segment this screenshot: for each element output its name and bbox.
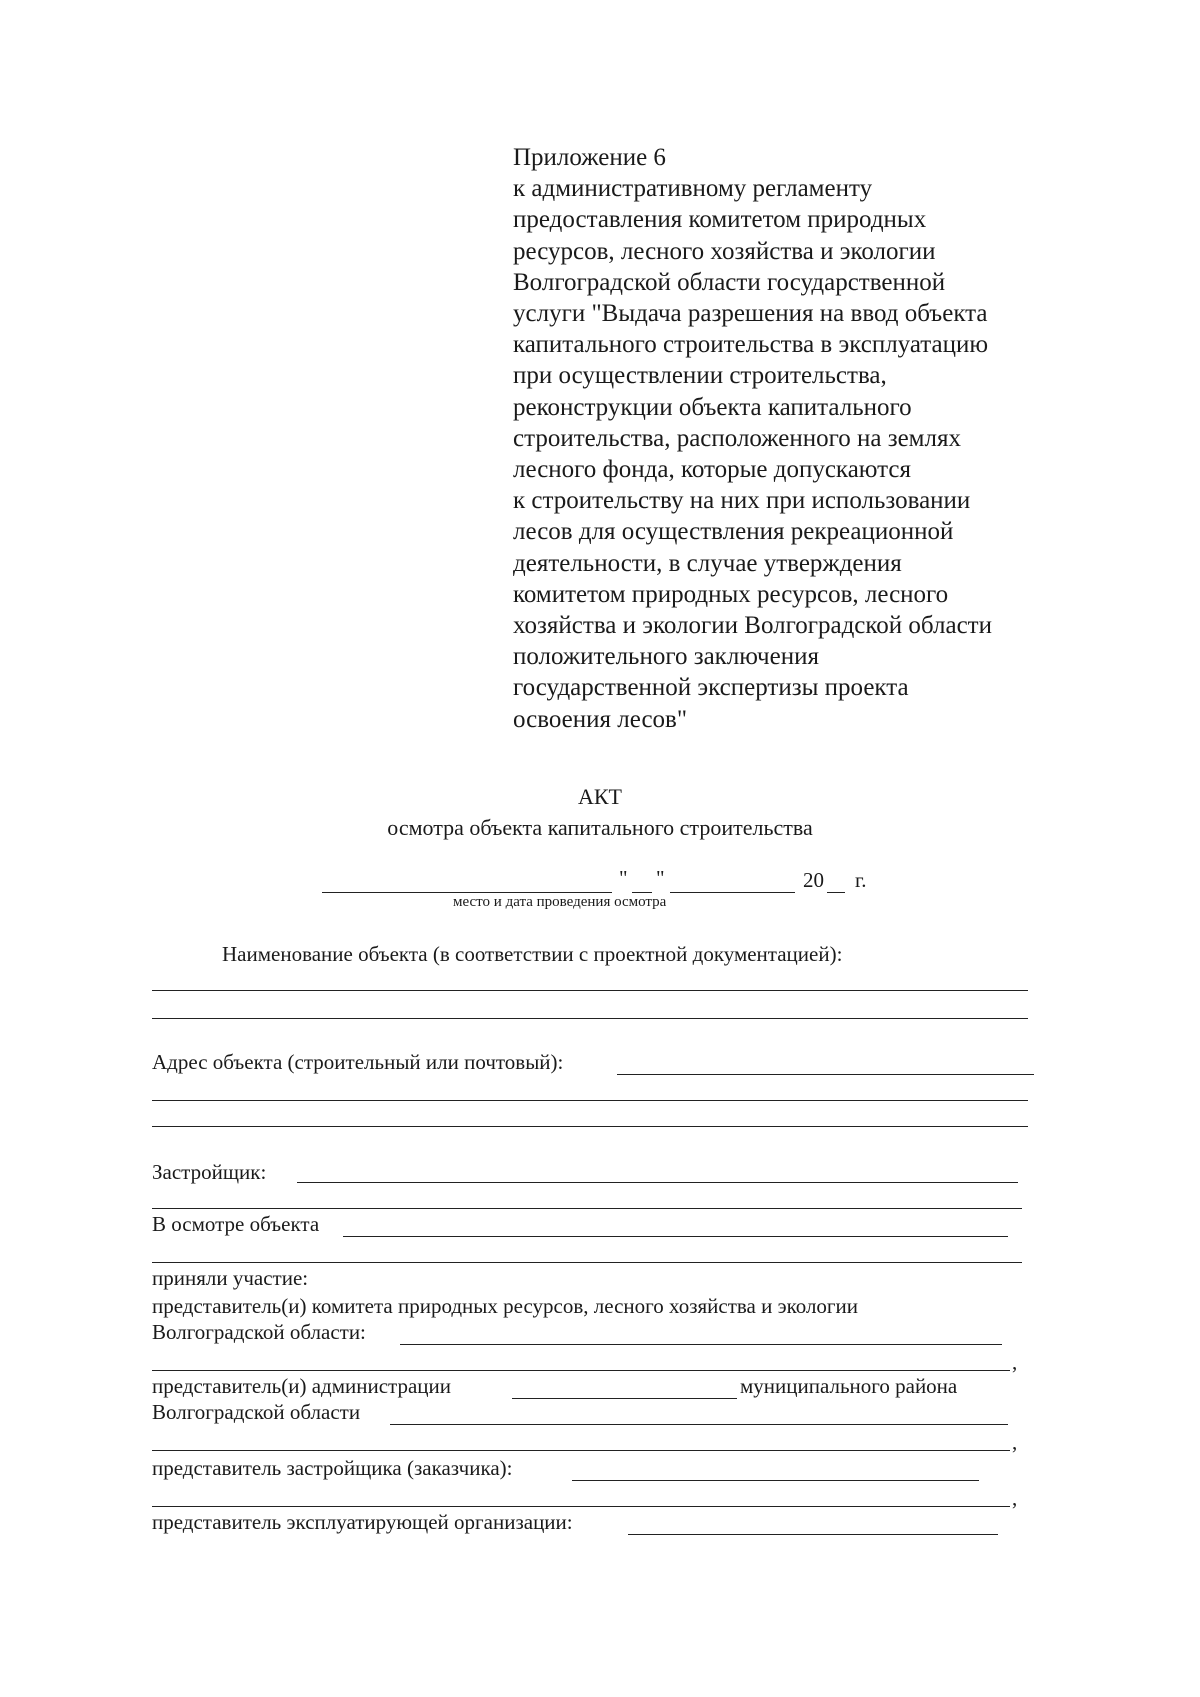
place-field[interactable] <box>322 892 612 893</box>
operator-rep-label: представитель эксплуатирующей организации: <box>152 1510 573 1534</box>
municipal-district-label: муниципального района <box>740 1374 958 1398</box>
object-name-field-2[interactable] <box>152 1018 1028 1019</box>
object-name-field[interactable] <box>152 990 1028 991</box>
appendix-line: услуги "Выдача разрешения на ввод объекта <box>513 300 988 328</box>
appendix-line: освоения лесов" <box>513 705 688 733</box>
date-quote-close: " <box>656 866 665 890</box>
appendix-line: хозяйства и экологии Волгоградской области <box>513 612 992 640</box>
appendix-line: к административному регламенту <box>513 175 873 203</box>
admin-rep-field-2[interactable] <box>152 1450 1010 1451</box>
date-quote-open: " <box>619 866 628 890</box>
district-name-field[interactable] <box>512 1398 737 1399</box>
committee-rep-label: представитель(и) комитета природных ресурсов, лесного хозяйства и экологии <box>152 1294 859 1318</box>
year-prefix: 20 <box>803 868 824 892</box>
volgograd-region-label: Волгоградской области: <box>152 1320 366 1344</box>
address-label: Адрес объекта (строительный или почтовый): <box>152 1050 564 1074</box>
address-field[interactable] <box>617 1074 1034 1075</box>
admin-rep-field[interactable] <box>390 1424 1008 1425</box>
committee-rep-field[interactable] <box>400 1344 1002 1345</box>
comma: , <box>1012 1350 1018 1374</box>
appendix-line: при осуществлении строительства, <box>513 362 887 390</box>
operator-rep-field[interactable] <box>628 1534 998 1535</box>
day-field[interactable] <box>632 892 652 893</box>
appendix-line: строительства, расположенного на землях <box>513 424 961 452</box>
appendix-line: деятельности, в случае утверждения <box>513 549 902 577</box>
developer-rep-field-2[interactable] <box>152 1506 1010 1507</box>
act-title: АКТ <box>578 784 622 809</box>
inspection-field-2[interactable] <box>152 1262 1022 1263</box>
appendix-line: ресурсов, лесного хозяйства и экологии <box>513 237 936 265</box>
appendix-header <box>513 142 1073 735</box>
developer-field[interactable] <box>297 1182 1018 1183</box>
appendix-line: положительного заключения <box>513 643 819 671</box>
appendix-line: Приложение 6 <box>513 144 666 171</box>
participants-label: приняли участие: <box>152 1266 309 1290</box>
comma: , <box>1012 1430 1018 1454</box>
year-suffix: г. <box>855 868 867 892</box>
object-name-label: Наименование объекта (в соответствии с проектной документацией): <box>222 942 843 966</box>
month-field[interactable] <box>670 892 795 893</box>
inspection-field[interactable] <box>343 1236 1008 1237</box>
appendix-line: комитетом природных ресурсов, лесного <box>513 580 949 608</box>
developer-field-2[interactable] <box>152 1208 1022 1209</box>
developer-label: Застройщик: <box>152 1160 267 1184</box>
appendix-line: к строительству на них при использовании <box>513 487 971 515</box>
appendix-line: предоставления комитетом природных <box>513 206 927 234</box>
comma: , <box>1012 1486 1018 1510</box>
developer-rep-field[interactable] <box>572 1480 979 1481</box>
act-subtitle: осмотра объекта капитального строительства <box>387 815 813 840</box>
volgograd-region-label-2: Волгоградской области <box>152 1400 361 1424</box>
date-caption: место и дата проведения осмотра <box>453 894 667 910</box>
year-field[interactable] <box>827 892 845 893</box>
appendix-line: капитального строительства в эксплуатацию <box>513 331 989 359</box>
appendix-line: лесного фонда, которые допускаются <box>513 456 911 484</box>
inspection-label: В осмотре объекта <box>152 1212 320 1236</box>
appendix-line: реконструкции объекта капитального <box>513 393 912 421</box>
appendix-line: государственной экспертизы проекта <box>513 674 909 702</box>
address-field-3[interactable] <box>152 1126 1028 1127</box>
developer-rep-label: представитель застройщика (заказчика): <box>152 1456 513 1480</box>
appendix-line: Волгоградской области государственной <box>513 268 946 296</box>
admin-rep-label: представитель(и) администрации <box>152 1374 452 1398</box>
address-field-2[interactable] <box>152 1100 1028 1101</box>
appendix-line: лесов для осуществления рекреационной <box>513 518 954 546</box>
committee-rep-field-2[interactable] <box>152 1370 1010 1371</box>
